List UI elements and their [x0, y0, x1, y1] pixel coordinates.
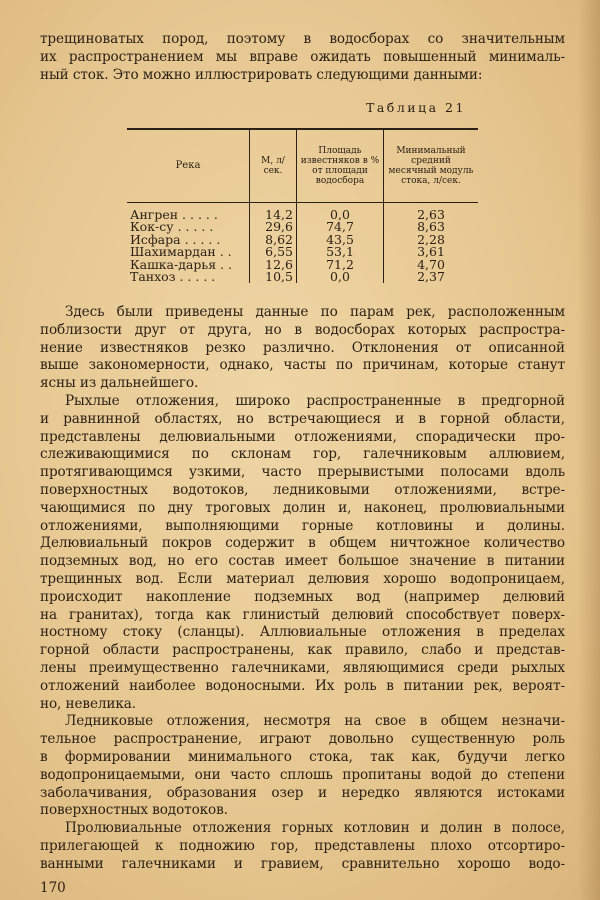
cell-limestone-area: 0,0	[297, 271, 384, 283]
body-text	[40, 304, 565, 874]
text-line: трещиноватых пород, поэтому в водосборах со значительным	[40, 31, 565, 47]
table-row	[127, 271, 478, 283]
cell-m: 6,55	[250, 246, 297, 258]
header-limestone-area: Площадь известняков в % от площади водосбора	[297, 129, 384, 203]
text-line: водопроницаемыми, они часто сплошь пропитаны водой до степени	[40, 766, 565, 783]
text-line: Рыхлые отложения, широко распространенные в предгорной	[65, 392, 565, 409]
text-line: подземных вод, но его состав имеет большое значение в питании	[40, 553, 565, 570]
text-line: горной области распространены, как правило, слабо и представ-	[40, 642, 565, 659]
text-line: представлены делювиальными отложениями, спорадически про-	[40, 428, 565, 445]
cell-min-modulus: 2,28	[384, 234, 479, 246]
text-line: ясны из дальнейшего.	[40, 375, 199, 392]
cell-river: Ангрен . . . . .	[130, 207, 218, 222]
text-line: ный сток. Это можно иллюстрировать следующими данными:	[40, 66, 483, 83]
text-line: лены преимущественно галечниками, являющимися среди рыхлых	[40, 659, 565, 676]
cell-river: Кок-су . . . . .	[130, 219, 214, 235]
cell-m: 14,2	[250, 203, 297, 222]
paragraph	[40, 304, 565, 393]
text-line: слеживающимися по склонам гор, галечниковым аллювием,	[40, 446, 565, 463]
cell-min-modulus: 2,63	[384, 203, 479, 222]
paragraph	[40, 393, 565, 713]
cell-m: 10,5	[250, 271, 297, 283]
text-line: отложениями, выполняющими горные котловины и долины.	[40, 517, 565, 534]
header-river: Река	[127, 129, 250, 203]
text-line: тельное распространение, играют довольно существенную роль	[40, 731, 565, 748]
text-line: ванными галечниками и гравием, сравнительно хорошо водо-	[40, 855, 565, 872]
text-line: отложений наиболее водоносными. Их роль в питании рек, вероят-	[40, 677, 565, 694]
cell-limestone-area: 43,5	[297, 234, 384, 246]
page-number: 170	[40, 880, 66, 896]
cell-m: 8,62	[250, 234, 297, 246]
text-line: заболачивания, образования озер и нередко являются истоками	[40, 784, 565, 801]
cell-river: Исфара . . . . .	[130, 231, 221, 247]
header-m: M, л/сек.	[250, 129, 297, 203]
cell-min-modulus: 8,63	[384, 221, 479, 233]
text-line: Ледниковые отложения, несмотря на свое в общем незначи-	[65, 713, 565, 730]
cell-river: Шахимардан . .	[130, 244, 232, 260]
cell-m: 29,6	[250, 221, 297, 233]
cell-river: Танхоз . . . . .	[130, 269, 216, 285]
data-table	[127, 128, 478, 283]
text-line: происходит накопление подземных вод (например делювий	[40, 588, 565, 605]
cell-limestone-area: 0,0	[297, 203, 384, 222]
text-line: поблизости друг от друга, но в водосборах которых распростра-	[40, 321, 565, 338]
text-line: протягивающимся узкими, часто прерывистыми полосами вдоль	[40, 464, 565, 481]
intro-text	[40, 31, 565, 84]
text-line: их распространением мы вправе ожидать повышенный минималь-	[40, 48, 565, 65]
cell-river: Кашка-дарья . .	[130, 256, 232, 272]
paragraph	[40, 820, 565, 873]
cell-min-modulus: 4,70	[384, 259, 479, 271]
text-line: и равнинной областях, но встречающиеся и в горной области,	[40, 410, 565, 427]
text-line: ностному стоку (сланцы). Аллювиальные отложения в пределах	[40, 624, 565, 641]
cell-min-modulus: 3,61	[384, 246, 479, 258]
page-edge-shadow	[578, 0, 600, 900]
text-line: нение известняков резко различно. Отклонения от описанной	[40, 339, 565, 356]
text-line: в формировании минимального стока, так как, будучи легко	[40, 748, 565, 765]
table-caption: Таблица 21	[366, 100, 466, 115]
text-line: поверхностных водотоков, ледниковыми отложениями, встре-	[40, 481, 565, 498]
text-line: Пролювиальные отложения горных котловин и долин в полосе,	[65, 820, 565, 837]
text-line: прилегающей к подножию гор, представлены плохо отсортиро-	[40, 837, 565, 854]
paragraph	[40, 713, 565, 820]
text-line: Здесь были приведены данные по парам рек, расположенным	[65, 304, 565, 320]
text-line: поверхностных водотоков.	[40, 802, 228, 819]
cell-limestone-area: 74,7	[297, 221, 384, 233]
text-line: на гранитах), тогда как глинистый делювий способствует поверх-	[40, 606, 565, 623]
header-min-modulus: Минимальный средний месячный модуль стока, л/сек.	[384, 129, 479, 203]
cell-min-modulus: 2,37	[384, 271, 479, 283]
text-line: трещинных вод. Если материал делювия хорошо водопроницаем,	[40, 570, 565, 587]
cell-limestone-area: 71,2	[297, 259, 384, 271]
text-line: Делювиальный покров содержит в общем ничтожное количество	[40, 535, 565, 552]
text-line: но, невелика.	[40, 695, 137, 712]
cell-m: 12,6	[250, 259, 297, 271]
table-header-row	[127, 129, 478, 203]
text-line: чающимися по дну троговых долин и, наконец, пролювиальными	[40, 499, 565, 516]
cell-limestone-area: 53,1	[297, 246, 384, 258]
text-line: выше закономерности, однако, часты по причинам, которые станут	[40, 357, 565, 374]
